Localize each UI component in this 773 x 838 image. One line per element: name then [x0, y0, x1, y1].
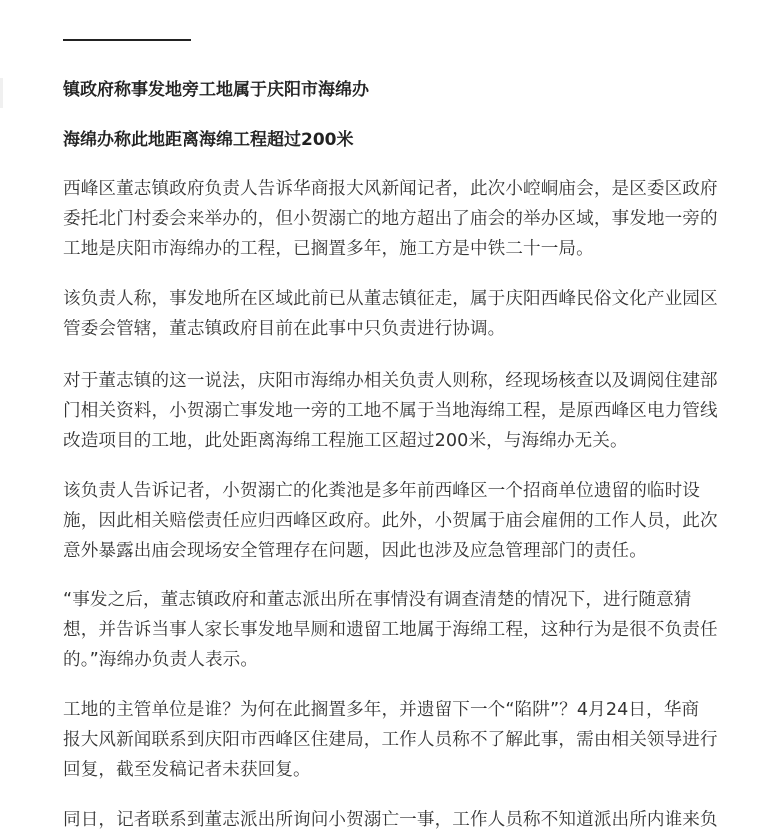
paragraph-line: 对于董志镇的这一说法，庆阳市海绵办相关负责人则称，经现场核查以及调阅住建部 [63, 371, 718, 391]
paragraph-line: 该负责人告诉记者，小贺溺亡的化粪池是多年前西峰区一个招商单位遗留的临时设 [63, 481, 700, 501]
subheading-2: 海绵办称此地距离海绵工程超过200米 [63, 130, 354, 150]
paragraph-line: 工地的主管单位是谁？为何在此搁置多年，并遗留下一个“陷阱”？4月24日，华商 [63, 700, 700, 720]
paragraph-line: 的。”海绵办负责人表示。 [63, 650, 259, 670]
paragraph-line: 报大风新闻联系到庆阳市西峰区住建局，工作人员称不了解此事，需由相关领导进行 [63, 730, 718, 750]
paragraph-3 [63, 366, 763, 456]
paragraph-line: 回复，截至发稿记者未获回复。 [63, 760, 311, 780]
paragraph-line: 门相关资料，小贺溺亡事发地一旁的工地不属于当地海绵工程，是原西峰区电力管线 [63, 401, 718, 421]
paragraph-line: 委托北门村委会来举办的，但小贺溺亡的地方超出了庙会的举办区域，事发地一旁的 [63, 209, 718, 229]
paragraph-2 [63, 284, 763, 344]
page-edge-mark [0, 78, 3, 108]
paragraph-line: “事发之后，董志镇政府和董志派出所在事情没有调查清楚的情况下，进行随意猜 [63, 590, 692, 610]
paragraph-line: 同日，记者联系到董志派出所询问小贺溺亡一事，工作人员称不知道派出所内谁来负 [63, 810, 718, 830]
paragraph-line: 想，并告诉当事人家长事发地旱厕和遗留工地属于海绵工程，这种行为是很不负责任 [63, 620, 718, 640]
section-divider [63, 39, 191, 41]
paragraph-line: 施，因此相关赔偿责任应归西峰区政府。此外，小贺属于庙会雇佣的工作人员，此次 [63, 511, 718, 531]
paragraph-7 [63, 805, 763, 835]
paragraph-line: 西峰区董志镇政府负责人告诉华商报大风新闻记者，此次小崆峒庙会，是区委区政府 [63, 179, 718, 199]
paragraph-5 [63, 585, 763, 675]
paragraph-line: 工地是庆阳市海绵办的工程，已搁置多年，施工方是中铁二十一局。 [63, 239, 594, 259]
paragraph-1 [63, 174, 763, 264]
subheading-1: 镇政府称事发地旁工地属于庆阳市海绵办 [63, 80, 369, 100]
paragraph-line: 改造项目的工地，此处距离海绵工程施工区超过200米，与海绵办无关。 [63, 431, 628, 451]
paragraph-line: 意外暴露出庙会现场安全管理存在问题，因此也涉及应急管理部门的责任。 [63, 541, 647, 561]
paragraph-line: 该负责人称，事发地所在区域此前已从董志镇征走，属于庆阳西峰民俗文化产业园区 [63, 289, 718, 309]
paragraph-6 [63, 695, 763, 785]
paragraph-4 [63, 476, 763, 566]
paragraph-line: 管委会管辖，董志镇政府目前在此事中只负责进行协调。 [63, 319, 506, 339]
